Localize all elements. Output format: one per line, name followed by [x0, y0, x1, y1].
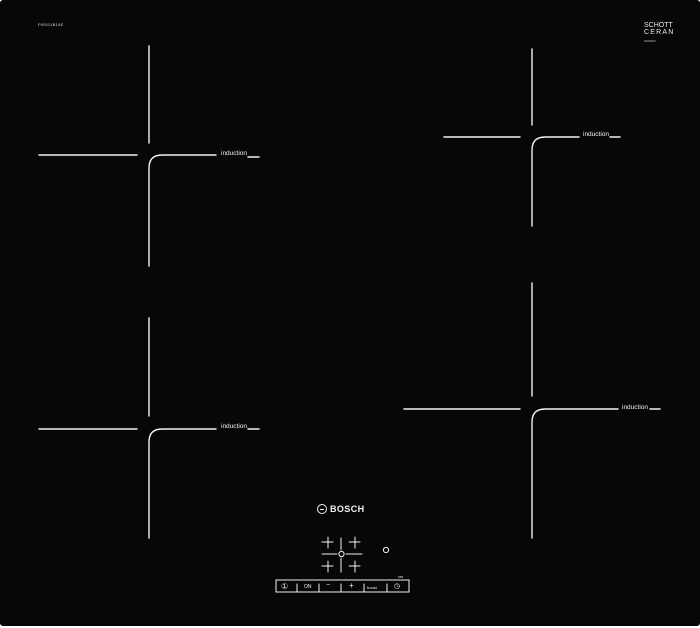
zone-label-top-left: induction	[221, 150, 248, 157]
bosch-logo	[317, 504, 365, 514]
zone-label-bottom-left: induction	[221, 423, 248, 430]
minus-button[interactable]: −	[326, 582, 331, 589]
plus-button[interactable]: +	[349, 581, 354, 590]
timer-button[interactable]: ◷	[394, 583, 401, 590]
schott-logo-line3: 6000000	[644, 39, 656, 43]
zone-select-icon-top-right	[349, 537, 360, 548]
schott-logo-line2: CERAN	[644, 29, 675, 36]
zone-select-icon-bottom-left	[322, 561, 333, 572]
bosch-armature-icon	[317, 504, 327, 514]
zone-label-bottom-right: induction	[622, 404, 649, 411]
zone-select-icon-bottom-right	[349, 561, 360, 572]
on-off-button[interactable]: ON	[304, 584, 312, 590]
model-number: PIE611B15E	[38, 22, 64, 27]
boost-button[interactable]: boost	[367, 585, 377, 590]
zone-label-top-right: induction	[583, 131, 610, 138]
brand-name: BOSCH	[330, 504, 365, 514]
control-small-text: xxx	[398, 575, 404, 579]
control-bar	[276, 580, 409, 592]
zone-selector-icons	[322, 537, 362, 572]
power-button[interactable]: ①	[281, 582, 289, 591]
zone-select-icon-top-left	[322, 537, 333, 548]
schott-logo-line1: SCHOTT	[644, 22, 673, 29]
childlock-icon[interactable]	[383, 547, 388, 552]
